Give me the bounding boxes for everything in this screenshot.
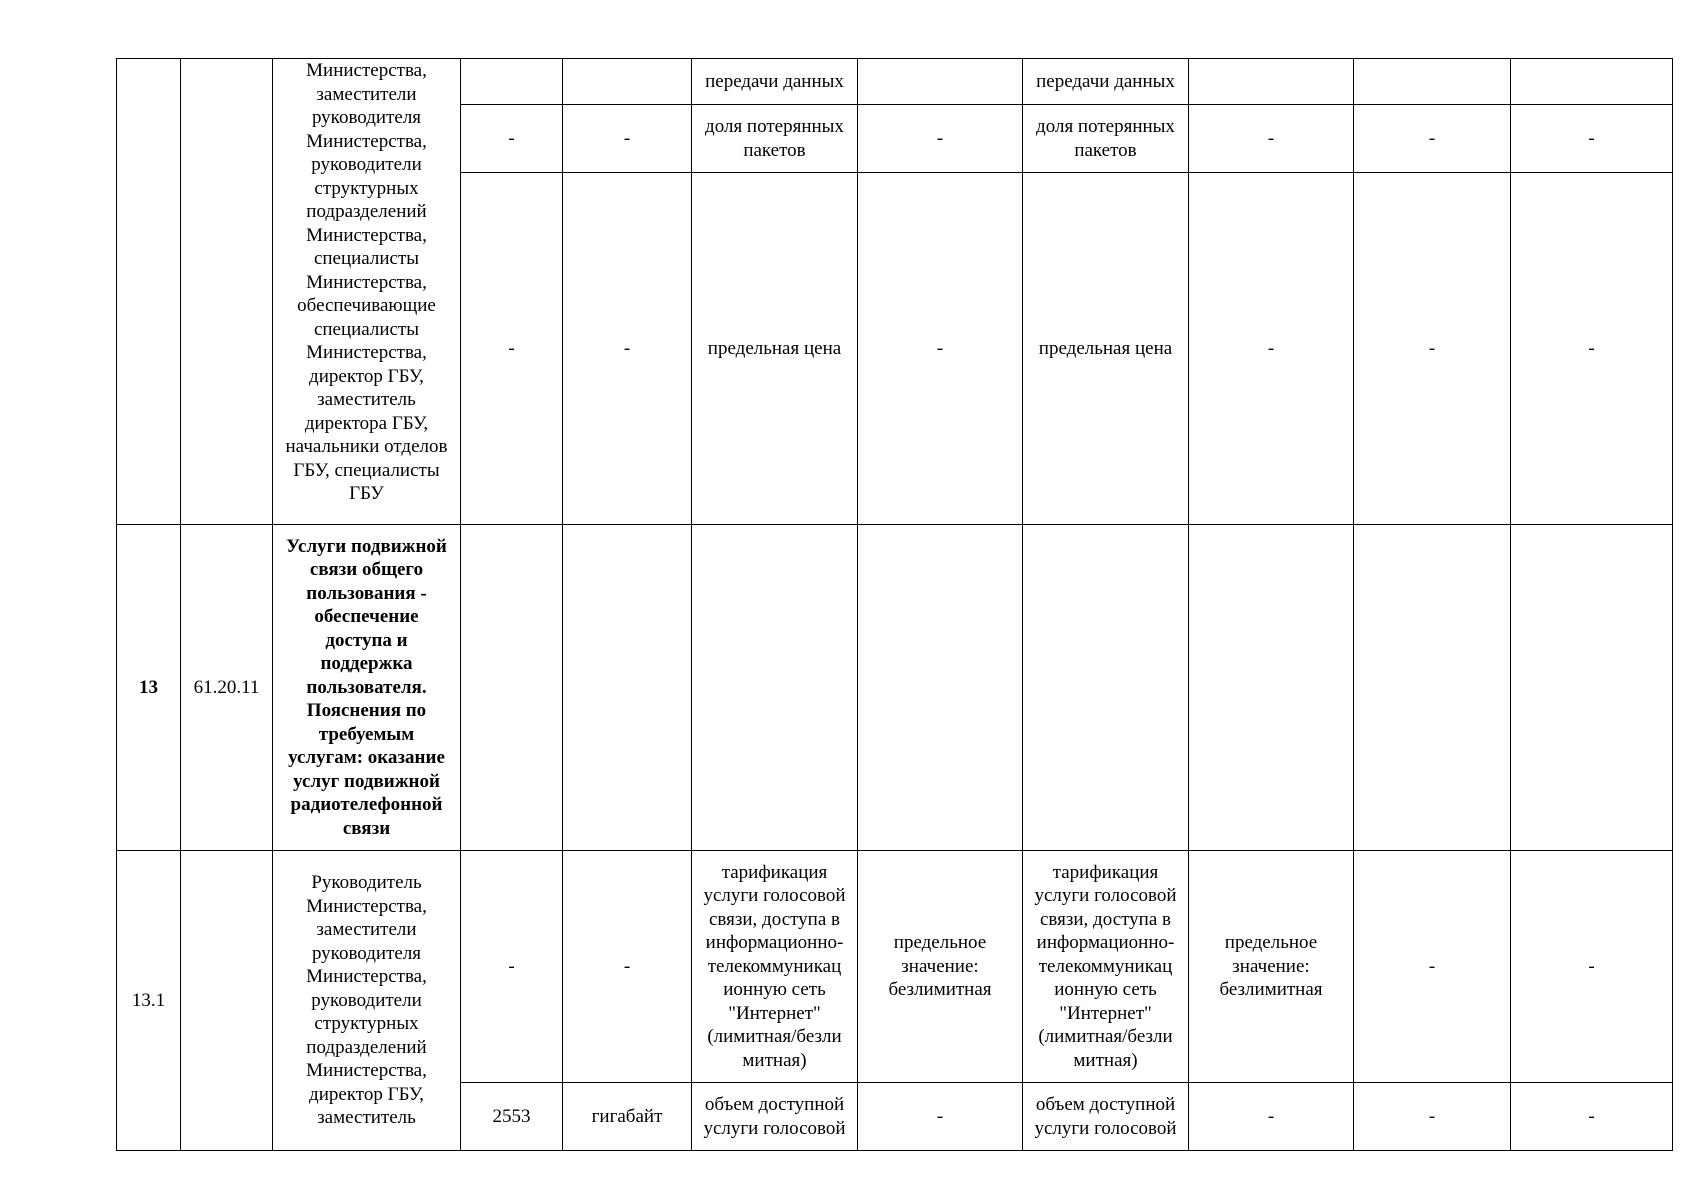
- table-cell: тарификация услуги голосовой связи, доступа в информационно- телекоммуникац ионную сеть "Интернет" (лимитная/безли митная): [692, 851, 858, 1083]
- table-cell: -: [461, 173, 563, 525]
- table-cell: -: [1189, 105, 1354, 173]
- table-cell: -: [858, 1083, 1023, 1151]
- table-cell: -: [858, 173, 1023, 525]
- service-description-cell: Услуги подвижной связи общего пользования - обеспечение доступа и поддержка пользователя. Пояснения по требуемым услугам: оказание услуг подвижной радиотелефонной связи: [273, 525, 461, 851]
- table-cell: -: [858, 105, 1023, 173]
- table-cell: -: [1511, 1083, 1673, 1151]
- table-cell: -: [461, 105, 563, 173]
- table-row: [117, 851, 1673, 1083]
- table-cell: предельное значение: безлимитная: [1189, 851, 1354, 1083]
- table-row: [117, 525, 1673, 851]
- table-cell: -: [1354, 1083, 1511, 1151]
- table-cell: предельная цена: [1023, 173, 1189, 525]
- position-description-cell: Министерства, заместители руководителя Министерства, руководители структурных подразделений Министерства, специалисты Министерства, обеспечивающие специалисты Министерства, директор ГБУ, заместитель директора ГБУ, начальники отделов ГБУ, специалисты ГБУ: [273, 59, 461, 525]
- table-cell: -: [563, 105, 692, 173]
- code-cell: 61.20.11: [181, 525, 273, 851]
- table-cell: объем доступной услуги голосовой: [1023, 1083, 1189, 1151]
- table-cell: предельная цена: [692, 173, 858, 525]
- table-cell: -: [1511, 173, 1673, 525]
- table-cell: -: [1354, 851, 1511, 1083]
- table-cell: доля потерянных пакетов: [1023, 105, 1189, 173]
- table-cell: -: [1511, 105, 1673, 173]
- table-cell: предельное значение: безлимитная: [858, 851, 1023, 1083]
- table-cell: [1189, 525, 1354, 851]
- table-row: [117, 59, 1673, 105]
- table-cell: [1189, 59, 1354, 105]
- table-cell: передачи данных: [1023, 59, 1189, 105]
- table-cell: [461, 59, 563, 105]
- table-cell: -: [1511, 851, 1673, 1083]
- table-cell: [1511, 525, 1673, 851]
- table-cell: [563, 59, 692, 105]
- table-cell: [692, 525, 858, 851]
- table-cell: [563, 525, 692, 851]
- table-cell: -: [461, 851, 563, 1083]
- table-cell: объем доступной услуги голосовой: [692, 1083, 858, 1151]
- code-cell: [181, 59, 273, 525]
- code-cell: [181, 851, 273, 1151]
- table-cell: [858, 59, 1023, 105]
- table-cell: [461, 525, 563, 851]
- row-number-cell: [117, 59, 181, 525]
- table-cell: [1023, 525, 1189, 851]
- table-cell: 2553: [461, 1083, 563, 1151]
- table-cell: тарификация услуги голосовой связи, доступа в информационно- телекоммуникац ионную сеть "Интернет" (лимитная/безли митная): [1023, 851, 1189, 1083]
- table-cell: [858, 525, 1023, 851]
- position-description-cell: Руководитель Министерства, заместители руководителя Министерства, руководители структурных подразделений Министерства, директор ГБУ, заместитель: [273, 851, 461, 1151]
- table-cell: передачи данных: [692, 59, 858, 105]
- table-cell: -: [1189, 1083, 1354, 1151]
- table-cell: [1354, 525, 1511, 851]
- procurement-norms-table: [116, 58, 1673, 1151]
- table-cell: -: [1354, 105, 1511, 173]
- table-cell: -: [1189, 173, 1354, 525]
- table-cell: -: [563, 173, 692, 525]
- row-number-cell: 13: [117, 525, 181, 851]
- table-cell: доля потерянных пакетов: [692, 105, 858, 173]
- table-cell: [1511, 59, 1673, 105]
- table-cell: [1354, 59, 1511, 105]
- table-cell: -: [1354, 173, 1511, 525]
- table-cell: гигабайт: [563, 1083, 692, 1151]
- table-cell: -: [563, 851, 692, 1083]
- row-number-cell: 13.1: [117, 851, 181, 1151]
